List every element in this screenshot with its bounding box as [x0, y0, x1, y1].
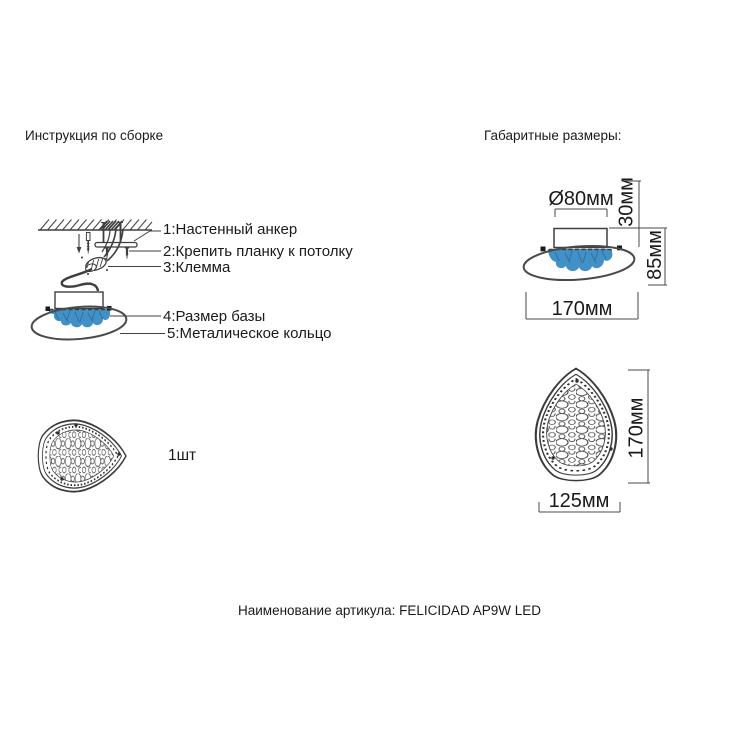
- dim-ring-width: [526, 292, 638, 320]
- ceiling-hatch: [38, 220, 152, 231]
- assembly-title: Инструкция по сборке: [25, 128, 164, 143]
- dim-label-front-width: 125мм: [548, 490, 610, 512]
- dim-front-width: [539, 490, 620, 512]
- article-name-label: Наименование артикула: FELICIDAD AP9W LED: [238, 603, 541, 618]
- mounting-bar: [95, 243, 137, 248]
- assembly-step-label: 1:Настенный анкер: [163, 221, 298, 238]
- dim-base-height: [616, 177, 642, 247]
- assembly-step-label: 4:Размер базы: [163, 308, 266, 325]
- quantity-label: 1шт: [168, 447, 197, 464]
- down-arrow-icon: [77, 234, 82, 254]
- product-view: [38, 420, 126, 491]
- assembly-step-label: 3:Клемма: [163, 259, 231, 276]
- dim-label-base-diameter: Ø80мм: [548, 188, 614, 210]
- assembly-diagram: [30, 220, 353, 344]
- crystals: [46, 306, 112, 327]
- assembly-step-label: 5:Металическое кольцо: [167, 325, 332, 342]
- wire-bundle: [62, 269, 98, 291]
- screw-icon: [86, 233, 90, 254]
- dim-label-ring-width: 170мм: [551, 298, 613, 320]
- dim-front-height: [626, 370, 651, 483]
- side-base: [554, 229, 607, 248]
- front-view: [536, 369, 650, 513]
- side-view: [522, 177, 667, 320]
- assembly-step-label: 2:Крепить планку к потолку: [163, 243, 353, 260]
- dim-base-diameter: [548, 188, 613, 217]
- dim-label-base-height: 30мм: [615, 177, 638, 227]
- dim-label-front-height: 170мм: [625, 397, 648, 459]
- dim-total-height: [609, 228, 667, 285]
- dimensions-title: Габаритные размеры:: [484, 128, 622, 143]
- dim-label-total-height: 85мм: [644, 230, 666, 280]
